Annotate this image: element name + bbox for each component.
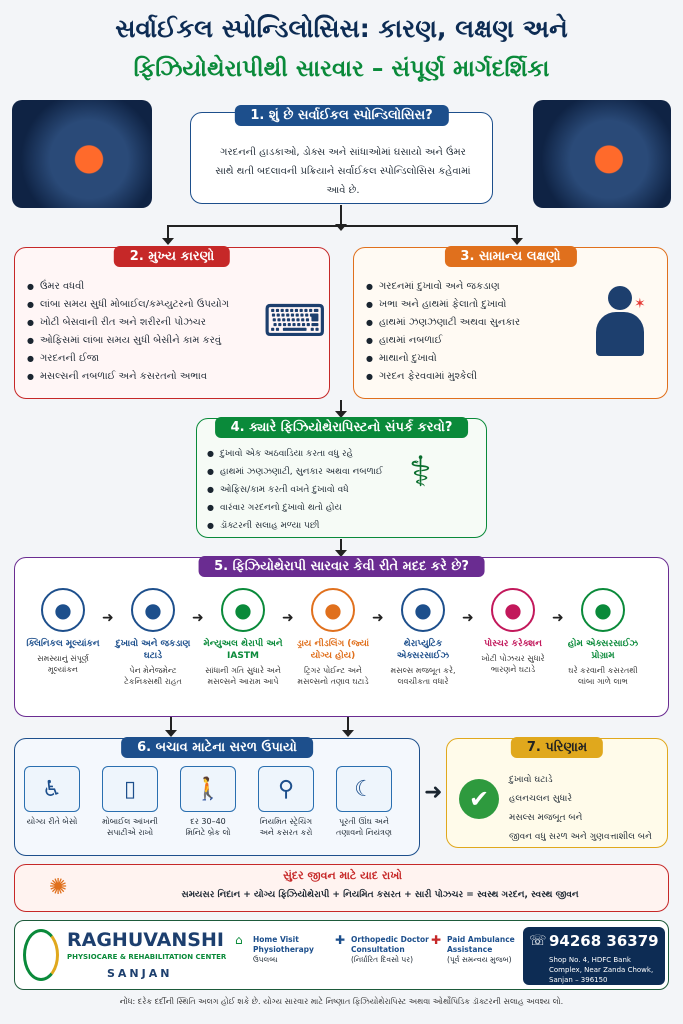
prevention-tip: ☾ પૂરતી ઊંઘ અને તણાવનો નિયંત્રણ bbox=[336, 766, 392, 838]
desk-worker-icon: ⌨ bbox=[263, 296, 327, 347]
section-symptoms bbox=[353, 247, 668, 399]
causes-list: ● ઉંમર વધવી ● લાંબા સમય સુધી મોબાઈલ/કમ્પ્યુટરનો ઉપયોગ ● ખોટી બેસવાની રીત અને શરીરની પોઝચર ● ઓફિસમાં લાંબા સમય સુધી બેસીને કામ કરવું ● ગરદનની ઈજા ● મસલ્સની નબળાઈ અને કસરતનો અભાવ bbox=[27, 278, 257, 386]
page-title: સર્વાઈકલ સ્પોન્ડિલોસિસ: કારણ, લક્ષણ અને bbox=[115, 14, 568, 43]
ambulance-icon: ✚ bbox=[431, 933, 442, 947]
section-7-heading: 7. પરિણામ bbox=[511, 737, 603, 758]
treatment-step: ● ક્લિનિકલ મૂલ્યાંકન સમસ્યાનું સંપૂર્ણ મૂલ્યાંકન bbox=[22, 588, 104, 675]
section-result: 7. પરિણામ ✔ દુખાવો ઘટાડે હલનચલન સુધારે મસલ્સ મજબૂત બને જીવન વધુ સરળ અને ગુણવત્તાશીલ બને bbox=[446, 738, 668, 848]
clinic-logo-icon bbox=[23, 929, 59, 981]
clipboard-icon: ● bbox=[41, 588, 85, 632]
neck-pain-person-icon: ✶ bbox=[590, 286, 650, 356]
clinic-footer bbox=[14, 920, 669, 990]
section-6-heading: 6. બચાવ માટેના સરળ ઉપાયો bbox=[121, 737, 313, 758]
treatment-step: ● હોમ એક્સરસાઈઝ પ્રોગ્રામ ઘરે કરવાની કસરતથી લાંબા ગાળે લાભ bbox=[562, 588, 644, 687]
prevention-tip: ⚲ નિયમિત સ્ટ્રેચિંગ અને કસરત કરો bbox=[258, 766, 314, 838]
clinic-subtitle: PHYSIOCARE & REHABILITATION CENTER bbox=[67, 953, 227, 961]
symptoms-list: ● ગરદનમાં દુખાવો અને જકડાણ ● ખભા અને હાથમાં ફેલાતો દુખાવો ● હાથમાં ઝણઝણાટી અથવા સુનકાર ● હાથમાં નબળાઈ ● માથાનો દુખાવો ● ગરદન ફેરવવામાં મુશ્કેલી bbox=[366, 278, 586, 386]
step-arrow-icon: ➜ bbox=[192, 610, 204, 626]
section-causes bbox=[14, 247, 330, 399]
remember-heading: સુંદર જીવન માટે યાદ રાખો bbox=[282, 869, 403, 882]
page-subtitle: ફિઝિયોથેરાપીથી સારવાર – સંપૂર્ણ માર્ગદર્શિકા bbox=[133, 56, 550, 82]
clinic-brand: RAGHUVANSHI bbox=[67, 929, 224, 951]
therapist-patient-icon: ⚕ bbox=[409, 447, 432, 496]
service-home-visit: ⌂ Home Visit Physiotherapy ઉપલબ્ધ bbox=[235, 933, 314, 964]
home-icon: ● bbox=[581, 588, 625, 632]
doctor-icon: ✚ bbox=[335, 933, 346, 947]
neck-xray-image-left bbox=[12, 100, 152, 208]
step-arrow-icon: ➜ bbox=[462, 610, 474, 626]
brain-icon: ✺ bbox=[49, 875, 68, 900]
section-what-is bbox=[190, 108, 493, 204]
sitting-icon: ♿ bbox=[24, 766, 80, 812]
home-icon: ⌂ bbox=[235, 933, 243, 947]
neck-pain-image-right bbox=[533, 100, 671, 208]
treatment-step: ● ડ્રાય નીડલિંગ (જ્યાં યોગ્ય હોય) ટ્રિગર પોઈન્ટ અને મસલ્સનો તણાવ ઘટાડે bbox=[292, 588, 374, 687]
section-1-text: ગરદનની હાડકાઓ, ડોક્સ અને સાંધાઓમાં ઘસાયો અને ઉંમર સાથે થતી બદલાવની પ્રક્રિયાને સર્વાઈકલ સ્પોન્ડિલોસિસ કહેવામાં આવે છે. bbox=[215, 147, 471, 196]
section-2-heading: 2. મુખ્ય કારણો bbox=[114, 246, 230, 267]
contact-list: ● દુખાવો એક અઠવાડિયા કરતા વધુ રહે ● હાથમાં ઝણઝણાટી, સુનકાર અથવા નબળાઈ ● ઓફિસ/કામ કરતી વખતે દુખાવો વધે ● વારંવાર ગરદનનો દુખાવો થતો હોય ● ડૉક્ટરની સલાહ મળ્યા પછી bbox=[207, 445, 407, 535]
step-arrow-icon: ➜ bbox=[372, 610, 384, 626]
mobile-icon: ▯ bbox=[102, 766, 158, 812]
walk-icon: 🚶 bbox=[180, 766, 236, 812]
posture-icon: ● bbox=[491, 588, 535, 632]
treatment-step: ● દુખાવો અને જકડાણ ઘટાડે પેન મેનેજમેન્ટ ટેકનિક્સથી રાહત bbox=[112, 588, 194, 687]
disclaimer-note: નોંધ: દરેક દર્દીની સ્થિતિ અલગ હોઈ શકે છે. યોગ્ય સારવાર માટે નિષ્ણાત ફિઝિયોથેરાપિસ્ટ અથવા ઓર્થોપિડિક ડૉક્ટરની સલાહ અવશ્ય લો. bbox=[119, 997, 564, 1006]
section-1-heading: 1. શું છે સર્વાઈકલ સ્પોન્ડિલોસિસ? bbox=[234, 105, 448, 126]
check-icon: ✔ bbox=[459, 779, 499, 819]
service-ambulance: ✚ Paid Ambulance Assistance (પૂર્વ સમન્વય મુજબ) bbox=[431, 933, 515, 964]
sleep-icon: ☾ bbox=[336, 766, 392, 812]
stretch-icon: ⚲ bbox=[258, 766, 314, 812]
clinic-address: Shop No. 4, HDFC Bank Complex, Near Zanda Chowk, Sanjan – 396150 bbox=[549, 956, 654, 984]
treatment-step: ● થેરાપ્યુટિક એક્સરસાઈઝ મસલ્સ મજબૂત કરે, લવચીકતા વધારે bbox=[382, 588, 464, 687]
prevention-tip: ▯ મોબાઈલ આંખની સપાટીએ રાખો bbox=[102, 766, 158, 838]
step-arrow-icon: ➜ bbox=[552, 610, 564, 626]
phone-number[interactable]: 94268 36379 bbox=[549, 932, 659, 950]
massage-icon: ● bbox=[221, 588, 265, 632]
step-arrow-icon: ➜ bbox=[102, 610, 114, 626]
clinic-place: SANJAN bbox=[107, 967, 173, 980]
prevention-tip: ♿ યોગ્ય રીતે બેસો bbox=[24, 766, 80, 827]
arrow-right-icon: ➜ bbox=[424, 780, 443, 805]
prevention-tip: 🚶 દર 30–40 મિનિટે બ્રેક લો bbox=[180, 766, 236, 838]
treatment-step: ● પોસ્ચર કરેક્શન ખોટી પોઝચર સુધારે ભારણને ઘટાડે bbox=[472, 588, 554, 675]
remember-banner bbox=[14, 864, 669, 912]
section-when-to-contact bbox=[196, 418, 487, 538]
exercise-icon: ● bbox=[401, 588, 445, 632]
section-4-heading: 4. ક્યારે ફિઝિયોથેરાપિસ્ટનો સંપર્ક કરવો? bbox=[215, 417, 469, 438]
treatment-step: ● મેન્યુઅલ થેરાપી અને IASTM સાંધાની ગતિ સુધારે અને મસલ્સને આરામ આપે bbox=[202, 588, 284, 687]
remember-text: સમયસર નિદાન + યોગ્ય ફિઝિયોથેરાપી + નિયમિત કસરત + સારી પોઝચર = સ્વસ્થ ગરદન, સ્વસ્થ જીવન bbox=[181, 890, 579, 900]
hands-icon: ● bbox=[131, 588, 175, 632]
section-5-heading: 5. ફિઝિયોથેરાપી સારવાર કેવી રીતે મદદ કરે છે? bbox=[198, 556, 485, 577]
needle-icon: ● bbox=[311, 588, 355, 632]
step-arrow-icon: ➜ bbox=[282, 610, 294, 626]
service-ortho-consult: ✚ Orthopedic Doctor Consultation (નિર્ધારિત દિવસો પર) bbox=[335, 933, 429, 964]
contact-panel[interactable] bbox=[523, 927, 665, 985]
section-3-heading: 3. સામાન્ય લક્ષણો bbox=[444, 246, 576, 267]
phone-icon: ☏ bbox=[529, 933, 547, 949]
